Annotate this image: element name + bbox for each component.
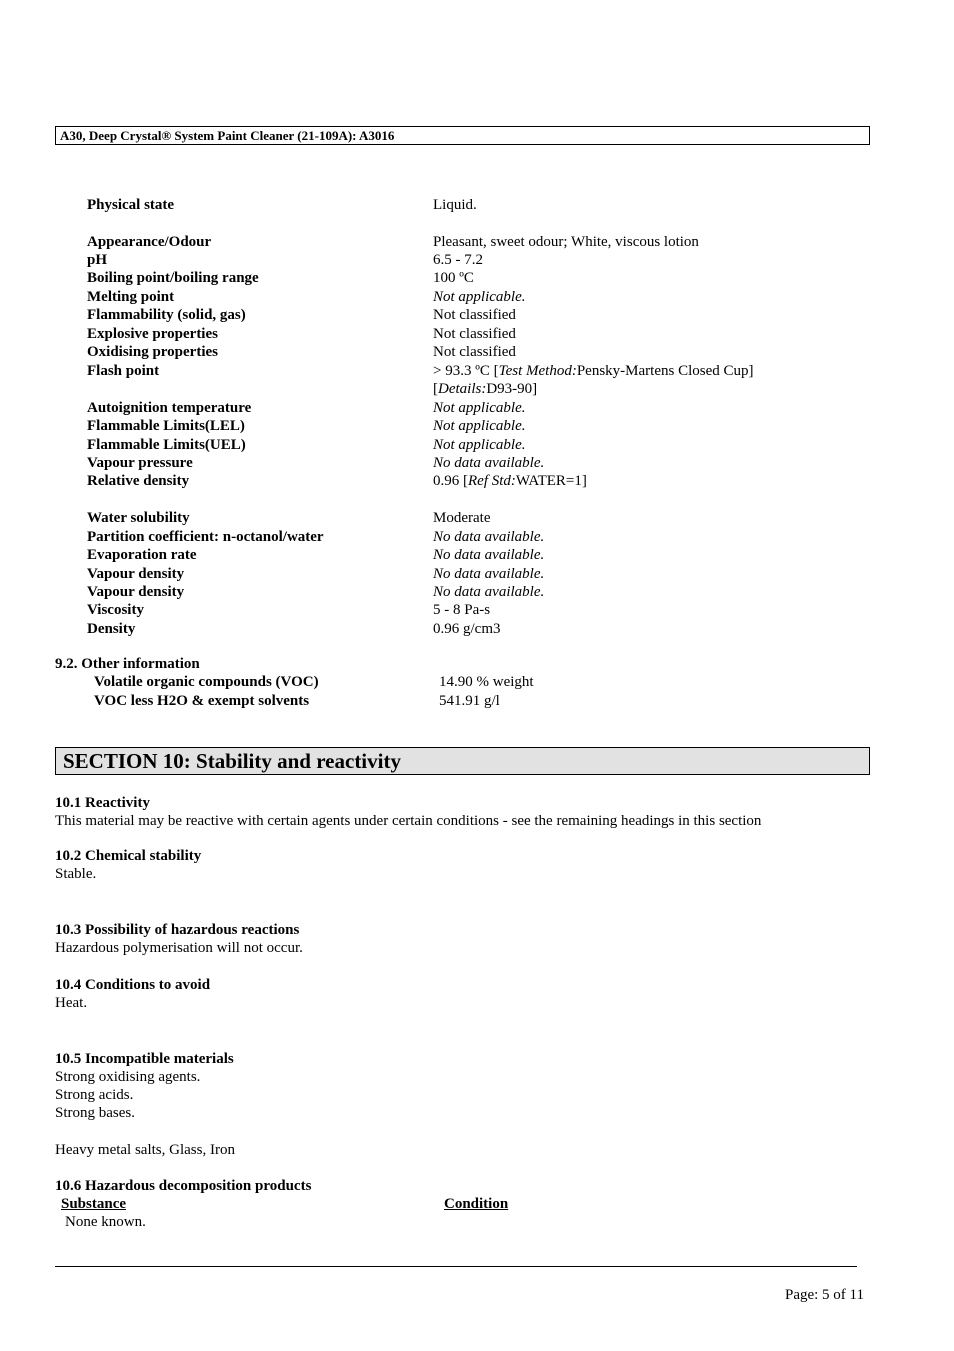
property-row	[0, 233, 954, 251]
property-row	[0, 196, 954, 214]
document-header: A30, Deep Crystal® System Paint Cleaner (21-109A): A3016	[55, 126, 870, 145]
property-value: 100 ºC	[433, 270, 474, 286]
property-row	[0, 601, 954, 619]
property-value: No data available.	[433, 547, 545, 563]
other-info-label: VOC less H2O & exempt solvents	[94, 693, 310, 709]
other-info-row	[0, 673, 954, 691]
property-value: No data available.	[433, 529, 545, 545]
other-info-label: Volatile organic compounds (VOC)	[94, 674, 319, 690]
property-label: Boiling point/boiling range	[87, 270, 259, 286]
property-row	[0, 251, 954, 269]
property-row	[0, 362, 954, 380]
incompatible-extra: Heavy metal salts, Glass, Iron	[55, 1142, 235, 1158]
property-value: Not applicable.	[433, 437, 526, 453]
decomposition-heading: 10.6 Hazardous decomposition products	[55, 1178, 312, 1194]
property-row	[0, 306, 954, 324]
property-value: No data available.	[433, 566, 545, 582]
property-label: Physical state	[87, 197, 175, 213]
relative-density-value: 0.96 [Ref Std:WATER=1]	[433, 473, 587, 489]
property-label: Explosive properties	[87, 326, 218, 342]
property-label: Flammable Limits(LEL)	[87, 418, 245, 434]
other-info-value: 541.91 g/l	[439, 693, 500, 709]
property-label: Flammable Limits(UEL)	[87, 437, 246, 453]
property-label: Melting point	[87, 289, 175, 305]
decomposition-table-row	[0, 1213, 954, 1231]
property-row	[0, 583, 954, 601]
property-row	[0, 528, 954, 546]
property-label: Relative density	[87, 473, 190, 489]
property-row	[0, 343, 954, 361]
property-row	[0, 509, 954, 527]
hazardous-reactions-heading: 10.3 Possibility of hazardous reactions	[55, 922, 300, 938]
other-info-heading: 9.2. Other information	[55, 656, 200, 672]
flash-point-value: > 93.3 ºC [Test Method:Pensky-Martens Closed Cup]	[433, 363, 754, 379]
incompatible-line: Strong bases.	[55, 1105, 135, 1121]
property-value: No data available.	[433, 455, 545, 471]
incompatible-line: Strong oxidising agents.	[55, 1069, 201, 1085]
property-label: Vapour pressure	[87, 455, 193, 471]
property-value: Not applicable.	[433, 400, 526, 416]
property-row	[0, 565, 954, 583]
property-row	[0, 325, 954, 343]
property-value: 6.5 - 7.2	[433, 252, 483, 268]
page-number: Page: 5 of 11	[784, 1287, 864, 1303]
property-row	[0, 620, 954, 638]
property-label: Density	[87, 621, 136, 637]
property-label: Oxidising properties	[87, 344, 218, 360]
property-value: Liquid.	[433, 197, 477, 213]
section-10-title: SECTION 10: Stability and reactivity	[55, 747, 870, 775]
property-value: Pleasant, sweet odour; White, viscous lotion	[433, 234, 699, 250]
property-label: Autoignition temperature	[87, 400, 252, 416]
hazardous-reactions-text: Hazardous polymerisation will not occur.	[55, 940, 303, 956]
property-value: 0.96 g/cm3	[433, 621, 501, 637]
property-label: Flammability (solid, gas)	[87, 307, 246, 323]
other-info-row	[0, 692, 954, 710]
property-row	[0, 454, 954, 472]
reactivity-text: This material may be reactive with certain agents under certain conditions - see the remaining headings in this section	[55, 813, 762, 829]
stability-heading: 10.2 Chemical stability	[55, 848, 202, 864]
property-value: 5 - 8 Pa-s	[433, 602, 491, 618]
substance-value: None known.	[65, 1214, 146, 1230]
conditions-text: Heat.	[55, 995, 88, 1011]
incompatible-line: Strong acids.	[55, 1087, 134, 1103]
decomposition-table-header	[0, 1195, 954, 1213]
property-row	[0, 472, 954, 490]
property-label: pH	[87, 252, 108, 268]
conditions-heading: 10.4 Conditions to avoid	[55, 977, 211, 993]
property-value: Not classified	[433, 326, 516, 342]
property-value: Not applicable.	[433, 289, 526, 305]
property-row	[0, 399, 954, 417]
property-label: Vapour density	[87, 584, 185, 600]
property-row	[0, 417, 954, 435]
property-label: Flash point	[87, 363, 160, 379]
footer-divider	[55, 1266, 857, 1267]
property-label: Evaporation rate	[87, 547, 197, 563]
property-row	[0, 436, 954, 454]
property-row-continued	[0, 380, 954, 398]
reactivity-heading: 10.1 Reactivity	[55, 795, 150, 811]
property-value: Not classified	[433, 344, 516, 360]
property-label: Viscosity	[87, 602, 144, 618]
property-label: Appearance/Odour	[87, 234, 212, 250]
property-value: Moderate	[433, 510, 491, 526]
stability-text: Stable.	[55, 866, 97, 882]
flash-point-details: [Details:D93-90]	[433, 381, 538, 397]
property-value: Not applicable.	[433, 418, 526, 434]
condition-column-header: Condition	[444, 1196, 509, 1212]
property-label: Vapour density	[87, 566, 185, 582]
incompatible-heading: 10.5 Incompatible materials	[55, 1051, 234, 1067]
property-row	[0, 269, 954, 287]
property-value: Not classified	[433, 307, 516, 323]
property-label: Water solubility	[87, 510, 190, 526]
property-row	[0, 288, 954, 306]
property-row	[0, 546, 954, 564]
property-value: No data available.	[433, 584, 545, 600]
property-label: Partition coefficient: n-octanol/water	[87, 529, 324, 545]
other-info-value: 14.90 % weight	[439, 674, 534, 690]
substance-column-header: Substance	[61, 1196, 127, 1212]
